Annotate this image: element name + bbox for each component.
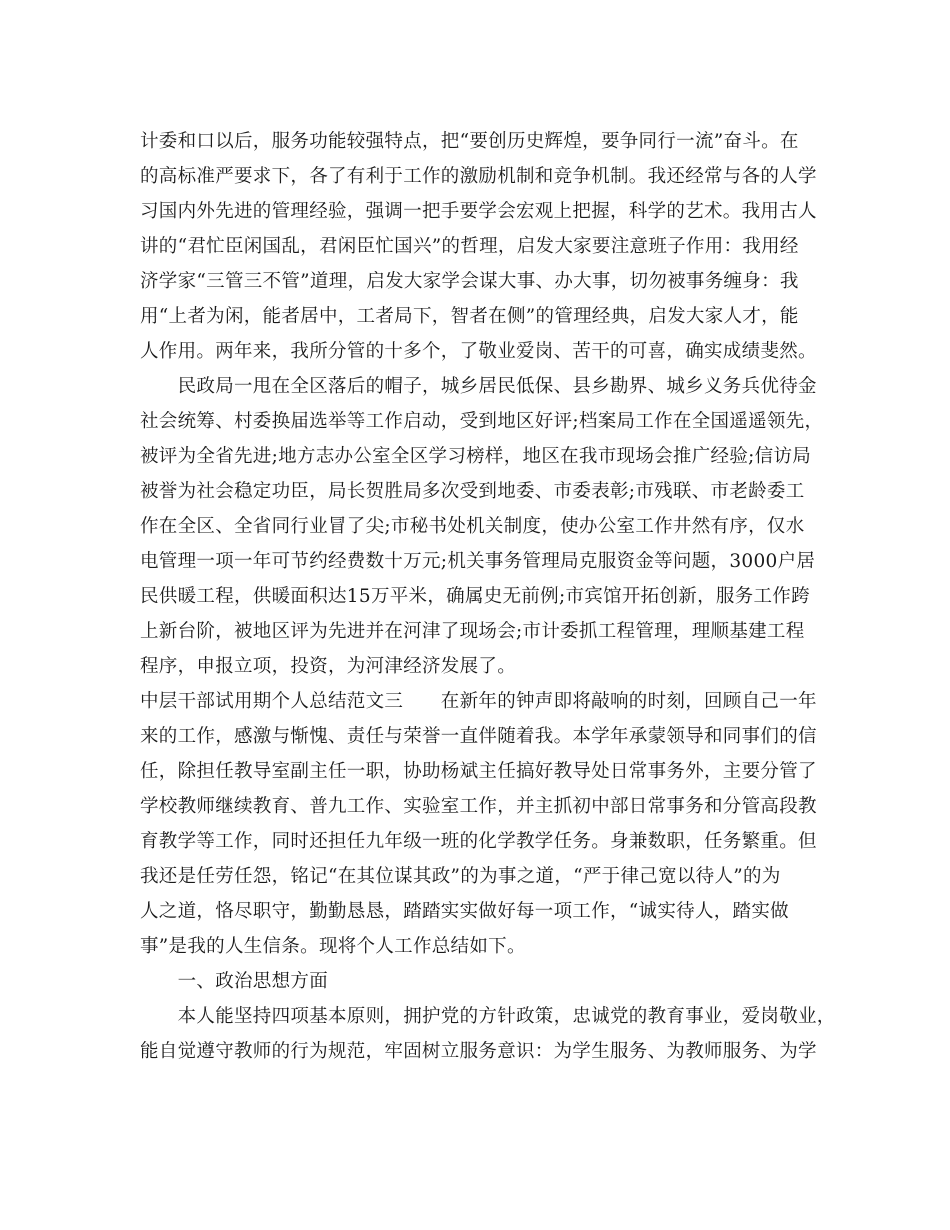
text-line: 育教学等工作，同时还担任九年级一班的化学教学任务。身兼数职，任务繁重。但 — [140, 831, 817, 852]
text-line: 被誉为社会稳定功臣，局长贺胜局多次受到地委、市委表彰;市残联、市老龄委工 — [140, 481, 805, 502]
text-line: 人之道，恪尽职守，勤勤恳恳，踏踏实实做好每一项工作，“诚实待人，踏实做 — [140, 901, 789, 922]
text-line: 社会统筹、村委换届选举等工作启动，受到地区好评;档案局工作在全国遥遥领先， — [140, 411, 824, 432]
text-line: 济学家“三管三不管”道理，启发大家学会谋大事、办大事，切勿被事务缠身：我 — [140, 271, 799, 292]
section-heading-line: 中层干部试用期个人总结范文三 在新年的钟声即将敲响的时刻，回顾自己一年 — [140, 691, 817, 712]
text-line: 本人能坚持四项基本原则，拥护党的方针政策，忠诚党的教育事业，爱岗敬业， — [140, 1006, 836, 1027]
text-line: 学校教师继续教育、普九工作、实验室工作，并主抓初中部日常事务和分管高段教 — [140, 796, 817, 817]
text-line: 被评为全省先进;地方志办公室全区学习榜样，地区在我市现场会推广经验;信访局 — [140, 446, 812, 467]
text-line: 讲的“君忙臣闲国乱，君闲臣忙国兴”的哲理，启发大家要注意班子作用：我用经 — [140, 236, 799, 257]
text-line: 民供暖工程，供暖面积达15万平米，确属史无前例;市宾馆开拓创新，服务工作跨 — [140, 586, 810, 607]
text-line: 电管理一项一年可节约经费数十万元;机关事务管理局克服资金等问题，3000户居 — [140, 551, 816, 572]
text-line: 习国内外先进的管理经验，强调一把手要学会宏观上把握，科学的艺术。我用古人 — [140, 201, 817, 222]
text-line: 能自觉遵守教师的行为规范，牢固树立服务意识：为学生服务、为教师服务、为学 — [140, 1041, 817, 1062]
text-line: 上新台阶，被地区评为先进并在河津了现场会;市计委抓工程管理，理顺基建工程 — [140, 621, 805, 642]
text-line: 来的工作，感激与惭愧、责任与荣誉一直伴随着我。本学年承蒙领导和同事们的信 — [140, 726, 817, 747]
text-line: 计委和口以后，服务功能较强特点，把“要创历史辉煌，要争同行一流”奋斗。在 — [140, 131, 799, 152]
text-line: 程序，申报立项，投资，为河津经济发展了。 — [140, 656, 517, 677]
text-line: 任，除担任教导室副主任一职，协助杨斌主任搞好教导处日常事务外，主要分管了 — [140, 761, 817, 782]
text-line: 用“上者为闲，能者居中，工者局下，智者在侧”的管理经典，启发大家人才，能 — [140, 306, 799, 327]
text-line: 人作用。两年来，我所分管的十多个，了敬业爱岗、苦干的可喜，确实成绩斐然。 — [140, 341, 817, 362]
text-line: 事”是我的人生信条。现将个人工作总结如下。 — [140, 936, 526, 957]
text-line: 作在全区、全省同行业冒了尖;市秘书处机关制度，使办公室工作井然有序，仅水 — [140, 516, 805, 537]
subheading-line: 一、政治思想方面 — [140, 971, 329, 992]
text-line: 的高标准严要求下，各了有利于工作的激励机制和竞争机制。我还经常与各的人学 — [140, 166, 817, 187]
text-line: 我还是任劳任怨，铭记“在其位谋其政”的为事之道，“严于律己宽以待人”的为 — [140, 866, 781, 887]
text-line: 民政局一甩在全区落后的帽子，城乡居民低保、县乡勘界、城乡义务兵优待金 — [140, 376, 817, 397]
